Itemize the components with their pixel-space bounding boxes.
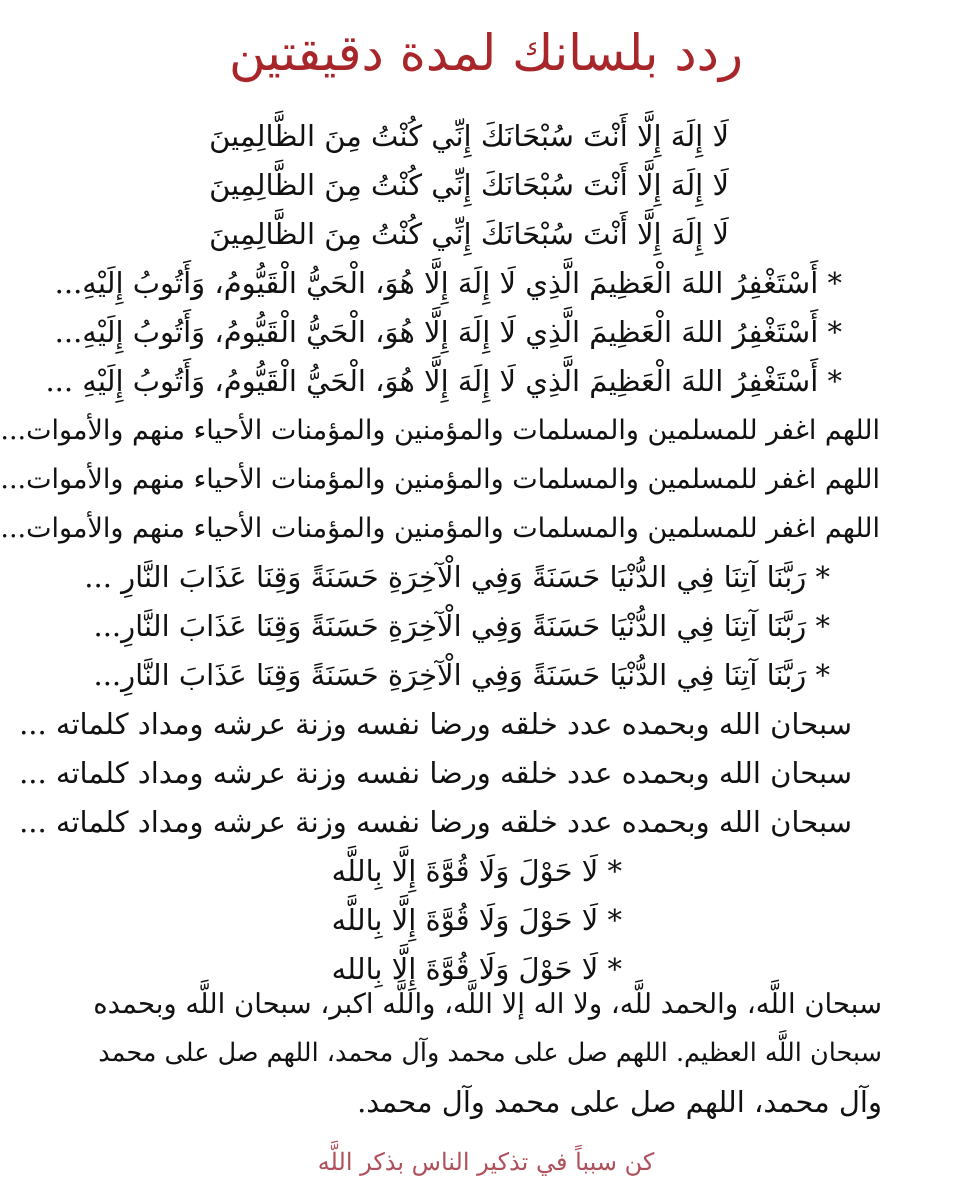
dhikr-line: لَا إِلَهَ إِلَّا أَنْتَ سُبْحَانَكَ إِنِّي كُنْتُ مِنَ الظَّالِمِينَ	[209, 168, 729, 202]
page-title: ردد بلسانك لمدة دقيقتين	[228, 24, 744, 82]
dhikr-line: سبحان الله وبحمده عدد خلقه ورضا نفسه وزنة عرشه ومداد كلماته ...	[19, 756, 852, 790]
dhikr-list	[0, 112, 972, 994]
dhikr-line: * رَبَّنَا آتِنَا فِي الدُّنْيَا حَسَنَةً وَفِي الْآخِرَةِ حَسَنَةً وَقِنَا عَذَابَ النَّارِ...	[93, 658, 830, 692]
dhikr-line: * لَا حَوْلَ وَلَا قُوَّةَ إِلَّا بِالله	[331, 952, 622, 986]
dhikr-line: * أَسْتَغْفِرُ اللهَ الْعَظِيمَ الَّذِي لَا إِلَهَ إِلَّا هُوَ، الْحَيُّ الْقَيُّومُ، وَأَتُوبُ إِلَيْهِ...	[54, 315, 842, 349]
dhikr-line: لَا إِلَهَ إِلَّا أَنْتَ سُبْحَانَكَ إِنِّي كُنْتُ مِنَ الظَّالِمِينَ	[209, 119, 729, 153]
closing-paragraph	[92, 980, 882, 1127]
dhikr-line: سبحان الله وبحمده عدد خلقه ورضا نفسه وزنة عرشه ومداد كلماته ...	[19, 805, 852, 839]
paragraph-line: سبحان اللَّه العظيم. اللهم صل على محمد وآل محمد، اللهم صل على محمد	[98, 1038, 882, 1068]
dhikr-line: * أَسْتَغْفِرُ اللهَ الْعَظِيمَ الَّذِي لَا إِلَهَ إِلَّا هُوَ، الْحَيُّ الْقَيُّومُ، وَأَتُوبُ إِلَيْهِ...	[54, 266, 842, 300]
dhikr-line: * لَا حَوْلَ وَلَا قُوَّةَ إِلَّا بِاللَّه	[331, 903, 622, 937]
paragraph-line: وآل محمد، اللهم صل على محمد وآل محمد.	[357, 1085, 882, 1119]
paragraph-line: سبحان اللَّه، والحمد للَّه، ولا اله إلا اللَّه، واللَّه اكبر، سبحان اللَّه وبحمده	[93, 988, 882, 1020]
dhikr-line: اللهم اغفر للمسلمين والمسلمات والمؤمنين والمؤمنات الأحياء منهم والأموات...	[0, 513, 880, 544]
dhikr-line: لَا إِلَهَ إِلَّا أَنْتَ سُبْحَانَكَ إِنِّي كُنْتُ مِنَ الظَّالِمِينَ	[209, 217, 729, 251]
dhikr-line: * لَا حَوْلَ وَلَا قُوَّةَ إِلَّا بِاللَّه	[331, 854, 622, 888]
footer-reminder: كن سبباً في تذكير الناس بذكر اللَّه	[317, 1148, 655, 1176]
dhikr-line: * أَسْتَغْفِرُ اللهَ الْعَظِيمَ الَّذِي لَا إِلَهَ إِلَّا هُوَ، الْحَيُّ الْقَيُّومُ، وَأَتُوبُ إِلَيْهِ ...	[45, 364, 842, 398]
dhikr-line: سبحان الله وبحمده عدد خلقه ورضا نفسه وزنة عرشه ومداد كلماته ...	[19, 707, 852, 741]
dhikr-line: اللهم اغفر للمسلمين والمسلمات والمؤمنين والمؤمنات الأحياء منهم والأموات...	[0, 415, 880, 446]
dhikr-line: اللهم اغفر للمسلمين والمسلمات والمؤمنين والمؤمنات الأحياء منهم والأموات...	[0, 464, 880, 495]
dhikr-line: * رَبَّنَا آتِنَا فِي الدُّنْيَا حَسَنَةً وَفِي الْآخِرَةِ حَسَنَةً وَقِنَا عَذَابَ النَّارِ...	[93, 609, 830, 643]
dhikr-line: * رَبَّنَا آتِنَا فِي الدُّنْيَا حَسَنَةً وَفِي الْآخِرَةِ حَسَنَةً وَقِنَا عَذَابَ النَّارِ ...	[84, 560, 830, 594]
